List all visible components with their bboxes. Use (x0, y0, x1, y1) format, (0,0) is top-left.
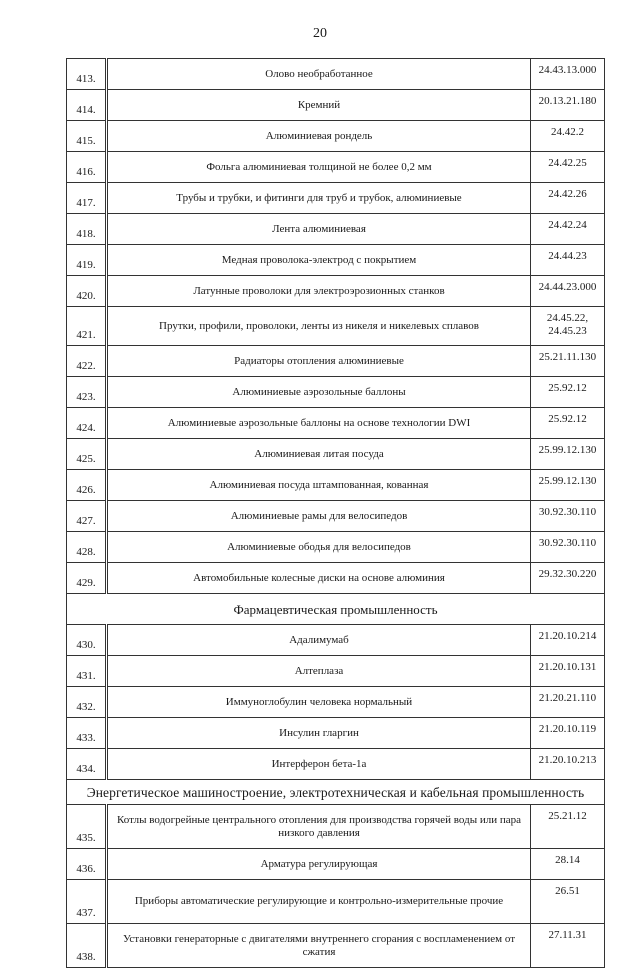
product-name: Приборы автоматические регулирующие и контрольно-измерительные прочие (107, 880, 531, 924)
row-number: 430. (67, 625, 107, 656)
table-row (67, 121, 605, 152)
okpd-code: 25.21.11.130 (531, 346, 605, 377)
row-number: 416. (67, 152, 107, 183)
okpd-code: 25.92.12 (531, 377, 605, 408)
table-row (67, 625, 605, 656)
okpd-code: 24.44.23.000 (531, 276, 605, 307)
product-name: Установки генераторные с двигателями внутреннего сгорания с воспламенением от сжатия (107, 924, 531, 968)
okpd-code: 20.13.21.180 (531, 90, 605, 121)
product-name: Интерферон бета-1а (107, 749, 531, 780)
row-number: 422. (67, 346, 107, 377)
row-number: 425. (67, 439, 107, 470)
row-number: 437. (67, 880, 107, 924)
okpd-code: 30.92.30.110 (531, 532, 605, 563)
table-row (67, 805, 605, 849)
row-number: 419. (67, 245, 107, 276)
okpd-code: 24.42.2 (531, 121, 605, 152)
table-row (67, 563, 605, 594)
table-row (67, 245, 605, 276)
table-row (67, 408, 605, 439)
row-number: 435. (67, 805, 107, 849)
row-number: 420. (67, 276, 107, 307)
row-number: 431. (67, 656, 107, 687)
okpd-code: 21.20.10.131 (531, 656, 605, 687)
product-name: Алюминиевые рамы для велосипедов (107, 501, 531, 532)
table-row (67, 924, 605, 968)
product-name: Алюминиевые аэрозольные баллоны на основе технологии DWI (107, 408, 531, 439)
row-number: 438. (67, 924, 107, 968)
okpd-code: 21.20.10.214 (531, 625, 605, 656)
okpd-code: 27.11.31 (531, 924, 605, 968)
product-name: Адалимумаб (107, 625, 531, 656)
table-row (67, 849, 605, 880)
product-name: Инсулин гларгин (107, 718, 531, 749)
row-number: 432. (67, 687, 107, 718)
okpd-code: 24.42.26 (531, 183, 605, 214)
row-number: 434. (67, 749, 107, 780)
row-number: 417. (67, 183, 107, 214)
okpd-code: 28.14 (531, 849, 605, 880)
product-name: Радиаторы отопления алюминиевые (107, 346, 531, 377)
row-number: 415. (67, 121, 107, 152)
okpd-code: 24.44.23 (531, 245, 605, 276)
product-name: Иммуноглобулин человека нормальный (107, 687, 531, 718)
row-number: 413. (67, 59, 107, 90)
row-number: 433. (67, 718, 107, 749)
product-name: Арматура регулирующая (107, 849, 531, 880)
product-name: Лента алюминиевая (107, 214, 531, 245)
row-number: 428. (67, 532, 107, 563)
table-row (67, 346, 605, 377)
section-title: Энергетическое машиностроение, электротехническая и кабельная промышленность (67, 780, 605, 805)
row-number: 424. (67, 408, 107, 439)
section-title: Фармацевтическая промышленность (67, 594, 605, 625)
table-row (67, 152, 605, 183)
page-number: 20 (313, 26, 327, 41)
table-row (67, 749, 605, 780)
table-row (67, 377, 605, 408)
products-table-container (66, 58, 604, 968)
okpd-code: 25.92.12 (531, 408, 605, 439)
okpd-code: 24.43.13.000 (531, 59, 605, 90)
okpd-code: 29.32.30.220 (531, 563, 605, 594)
table-row (67, 90, 605, 121)
product-name: Прутки, профили, проволоки, ленты из никеля и никелевых сплавов (107, 307, 531, 346)
row-number: 429. (67, 563, 107, 594)
row-number: 426. (67, 470, 107, 501)
product-name: Фольга алюминиевая толщиной не более 0,2 мм (107, 152, 531, 183)
table-row (67, 183, 605, 214)
product-name: Автомобильные колесные диски на основе алюминия (107, 563, 531, 594)
row-number: 436. (67, 849, 107, 880)
okpd-code: 30.92.30.110 (531, 501, 605, 532)
row-number: 421. (67, 307, 107, 346)
okpd-code: 25.21.12 (531, 805, 605, 849)
table-row (67, 687, 605, 718)
product-name: Кремний (107, 90, 531, 121)
row-number: 414. (67, 90, 107, 121)
row-number: 418. (67, 214, 107, 245)
section-header-row (67, 594, 605, 625)
table-row (67, 59, 605, 90)
okpd-code: 24.45.22, 24.45.23 (531, 307, 605, 346)
product-name: Трубы и трубки, и фитинги для труб и трубок, алюминиевые (107, 183, 531, 214)
product-name: Медная проволока-электрод с покрытием (107, 245, 531, 276)
table-row (67, 501, 605, 532)
table-row (67, 214, 605, 245)
section-header-row (67, 780, 605, 805)
okpd-code: 21.20.10.213 (531, 749, 605, 780)
okpd-code: 26.51 (531, 880, 605, 924)
table-row (67, 532, 605, 563)
product-name: Латунные проволоки для электроэрозионных станков (107, 276, 531, 307)
okpd-code: 25.99.12.130 (531, 470, 605, 501)
okpd-code: 21.20.10.119 (531, 718, 605, 749)
table-row (67, 470, 605, 501)
product-name: Алтеплаза (107, 656, 531, 687)
row-number: 423. (67, 377, 107, 408)
product-name: Алюминиевая литая посуда (107, 439, 531, 470)
product-name: Котлы водогрейные центрального отопления для производства горячей воды или пара низкого давления (107, 805, 531, 849)
table-row (67, 718, 605, 749)
product-name: Олово необработанное (107, 59, 531, 90)
okpd-code: 24.42.25 (531, 152, 605, 183)
okpd-code: 24.42.24 (531, 214, 605, 245)
table-row (67, 307, 605, 346)
table-row (67, 439, 605, 470)
table-row (67, 276, 605, 307)
row-number: 427. (67, 501, 107, 532)
table-row (67, 656, 605, 687)
product-name: Алюминиевые ободья для велосипедов (107, 532, 531, 563)
table-row (67, 880, 605, 924)
okpd-code: 21.20.21.110 (531, 687, 605, 718)
products-table-body (67, 59, 605, 968)
product-name: Алюминиевая рондель (107, 121, 531, 152)
product-name: Алюминиевые аэрозольные баллоны (107, 377, 531, 408)
products-table (66, 58, 605, 968)
okpd-code: 25.99.12.130 (531, 439, 605, 470)
product-name: Алюминиевая посуда штампованная, кованная (107, 470, 531, 501)
